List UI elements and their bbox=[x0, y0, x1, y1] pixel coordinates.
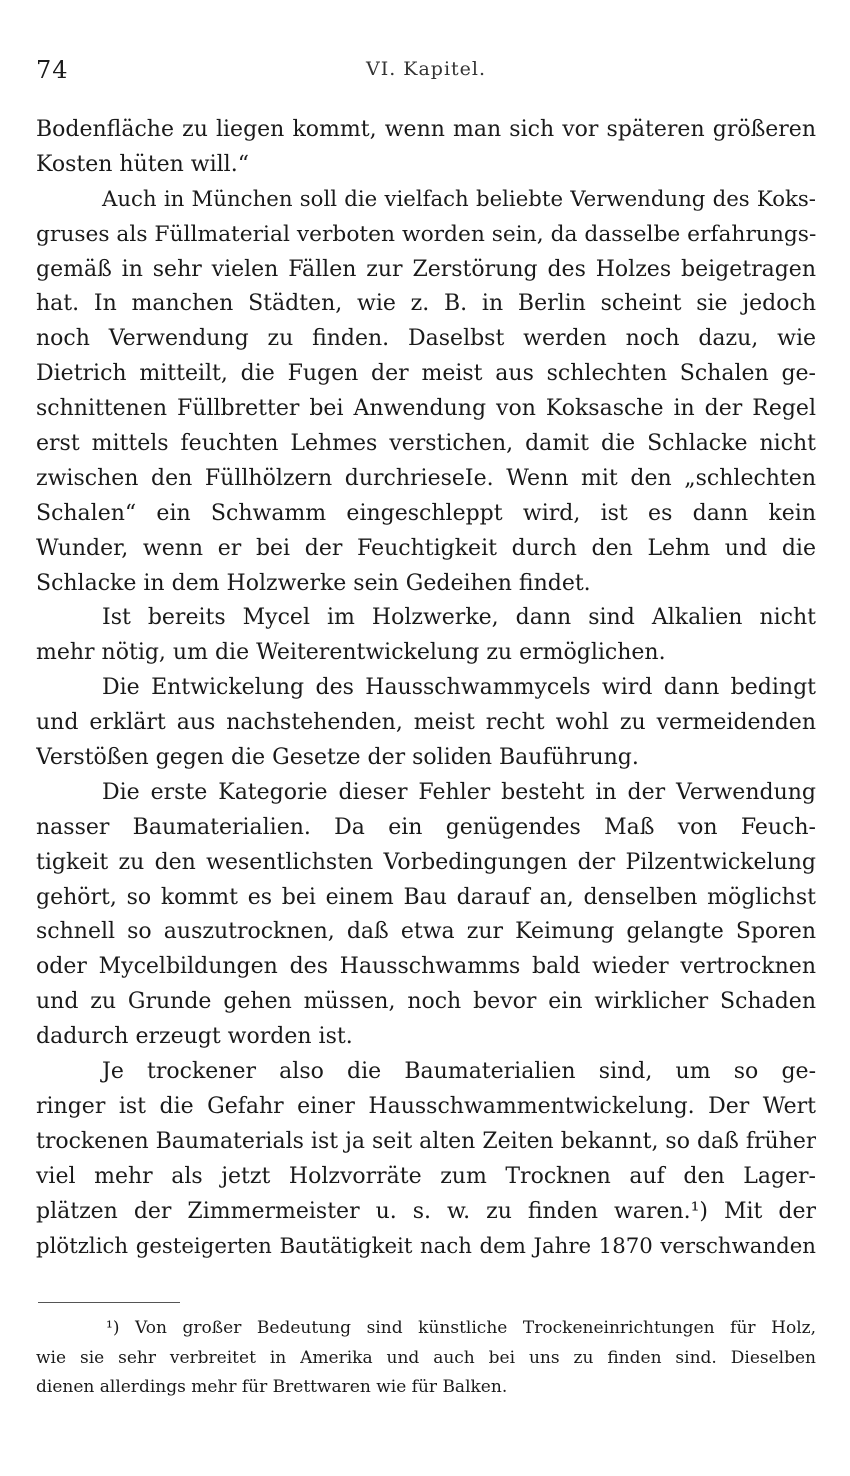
footnote-divider bbox=[38, 1302, 180, 1303]
text-line: nasser Baumaterialien. Da ein genügendes Maß von Feuch- bbox=[36, 814, 816, 840]
body-text bbox=[36, 113, 816, 1264]
footnote-line: dienen allerdings mehr für Brettwaren wie für Balken. bbox=[36, 1377, 508, 1397]
text-line: und zu Grunde gehen müssen, noch bevor ein wirklicher Schaden bbox=[36, 989, 816, 1015]
text-line: Schlacke in dem Holzwerke sein Gedeihen findet. bbox=[36, 570, 591, 596]
text-line: hat. In manchen Städten, wie z. B. in Berlin scheint sie jedoch bbox=[36, 291, 816, 317]
text-line: gehört, so kommt es bei einem Bau darauf an, denselben möglichst bbox=[36, 884, 816, 910]
text-line: gemäß in sehr vielen Fällen zur Zerstörung des Holzes beigetragen bbox=[36, 256, 816, 282]
text-line: mehr nötig, um die Weiterentwickelung zu ermöglichen. bbox=[36, 640, 666, 666]
running-head: VI. Kapitel. bbox=[365, 58, 487, 80]
text-line: erst mittels feuchten Lehmes verstichen, damit die Schlacke nicht bbox=[36, 431, 816, 457]
text-line: und erklärt aus nachstehenden, meist recht wohl zu vermeidenden bbox=[36, 710, 816, 736]
text-line: tigkeit zu den wesentlichsten Vorbedingungen der Pilzentwickelung bbox=[36, 849, 816, 875]
text-line: gruses als Füllmaterial verboten worden sein, da dasselbe erfahrungs- bbox=[36, 221, 816, 247]
footnote-line: ¹) Von großer Bedeutung sind künstliche Trockeneinrichtungen für Holz, bbox=[106, 1318, 816, 1338]
footnote-line: wie sie sehr verbreitet in Amerika und auch bei uns zu finden sind. Dieselben bbox=[36, 1347, 816, 1368]
text-line: Die Entwickelung des Hausschwammycels wird dann bedingt bbox=[102, 675, 816, 701]
footnotes bbox=[36, 1314, 816, 1403]
text-line: Die erste Kategorie dieser Fehler besteht in der Verwendung bbox=[102, 779, 816, 805]
text-line: Wunder, wenn er bei der Feuchtigkeit durch den Lehm und die bbox=[36, 535, 816, 561]
text-line: viel mehr als jetzt Holzvorräte zum Trocknen auf den Lager- bbox=[36, 1163, 816, 1189]
text-line: dadurch erzeugt worden ist. bbox=[36, 1024, 353, 1050]
text-line: Bodenfläche zu liegen kommt, wenn man sich vor späteren größeren bbox=[36, 117, 816, 142]
text-line: Ist bereits Mycel im Holzwerke, dann sind Alkalien nicht bbox=[102, 605, 816, 631]
text-line: trockenen Baumaterials ist ja seit alten Zeiten bekannt, so daß früher bbox=[36, 1128, 816, 1154]
text-line: Dietrich mitteilt, die Fugen der meist aus schlechten Schalen ge- bbox=[36, 361, 816, 387]
text-line: schnell so auszutrocknen, daß etwa zur Keimung gelangte Sporen bbox=[36, 919, 816, 945]
text-line: zwischen den Füllhölzern durchrieseIe. Wenn mit den „schlechten bbox=[36, 465, 816, 491]
text-line: Verstößen gegen die Gesetze der soliden Bauführung. bbox=[36, 745, 639, 771]
text-line: schnittenen Füllbretter bei Anwendung von Koksasche in der Regel bbox=[36, 396, 816, 422]
text-line: oder Mycelbildungen des Hausschwamms bald wieder vertrocknen bbox=[36, 954, 816, 980]
text-line: Kosten hüten will.“ bbox=[36, 151, 249, 177]
text-line: noch Verwendung zu finden. Daselbst werden noch dazu, wie bbox=[36, 326, 816, 352]
page-header bbox=[36, 56, 816, 90]
text-line: plötzlich gesteigerten Bautätigkeit nach dem Jahre 1870 verschwanden bbox=[36, 1233, 816, 1259]
text-line: Schalen“ ein Schwamm eingeschleppt wird, ist es dann kein bbox=[36, 500, 816, 526]
text-line: ringer ist die Gefahr einer Hausschwammentwickelung. Der Wert bbox=[36, 1093, 816, 1119]
text-line: plätzen der Zimmermeister u. s. w. zu finden waren.¹) Mit der bbox=[36, 1198, 816, 1224]
page-number: 74 bbox=[36, 56, 69, 84]
text-line: Auch in München soll die vielfach beliebte Verwendung des Koks- bbox=[102, 186, 816, 212]
text-line: Je trockener also die Baumaterialien sind, um so ge- bbox=[102, 1059, 816, 1085]
